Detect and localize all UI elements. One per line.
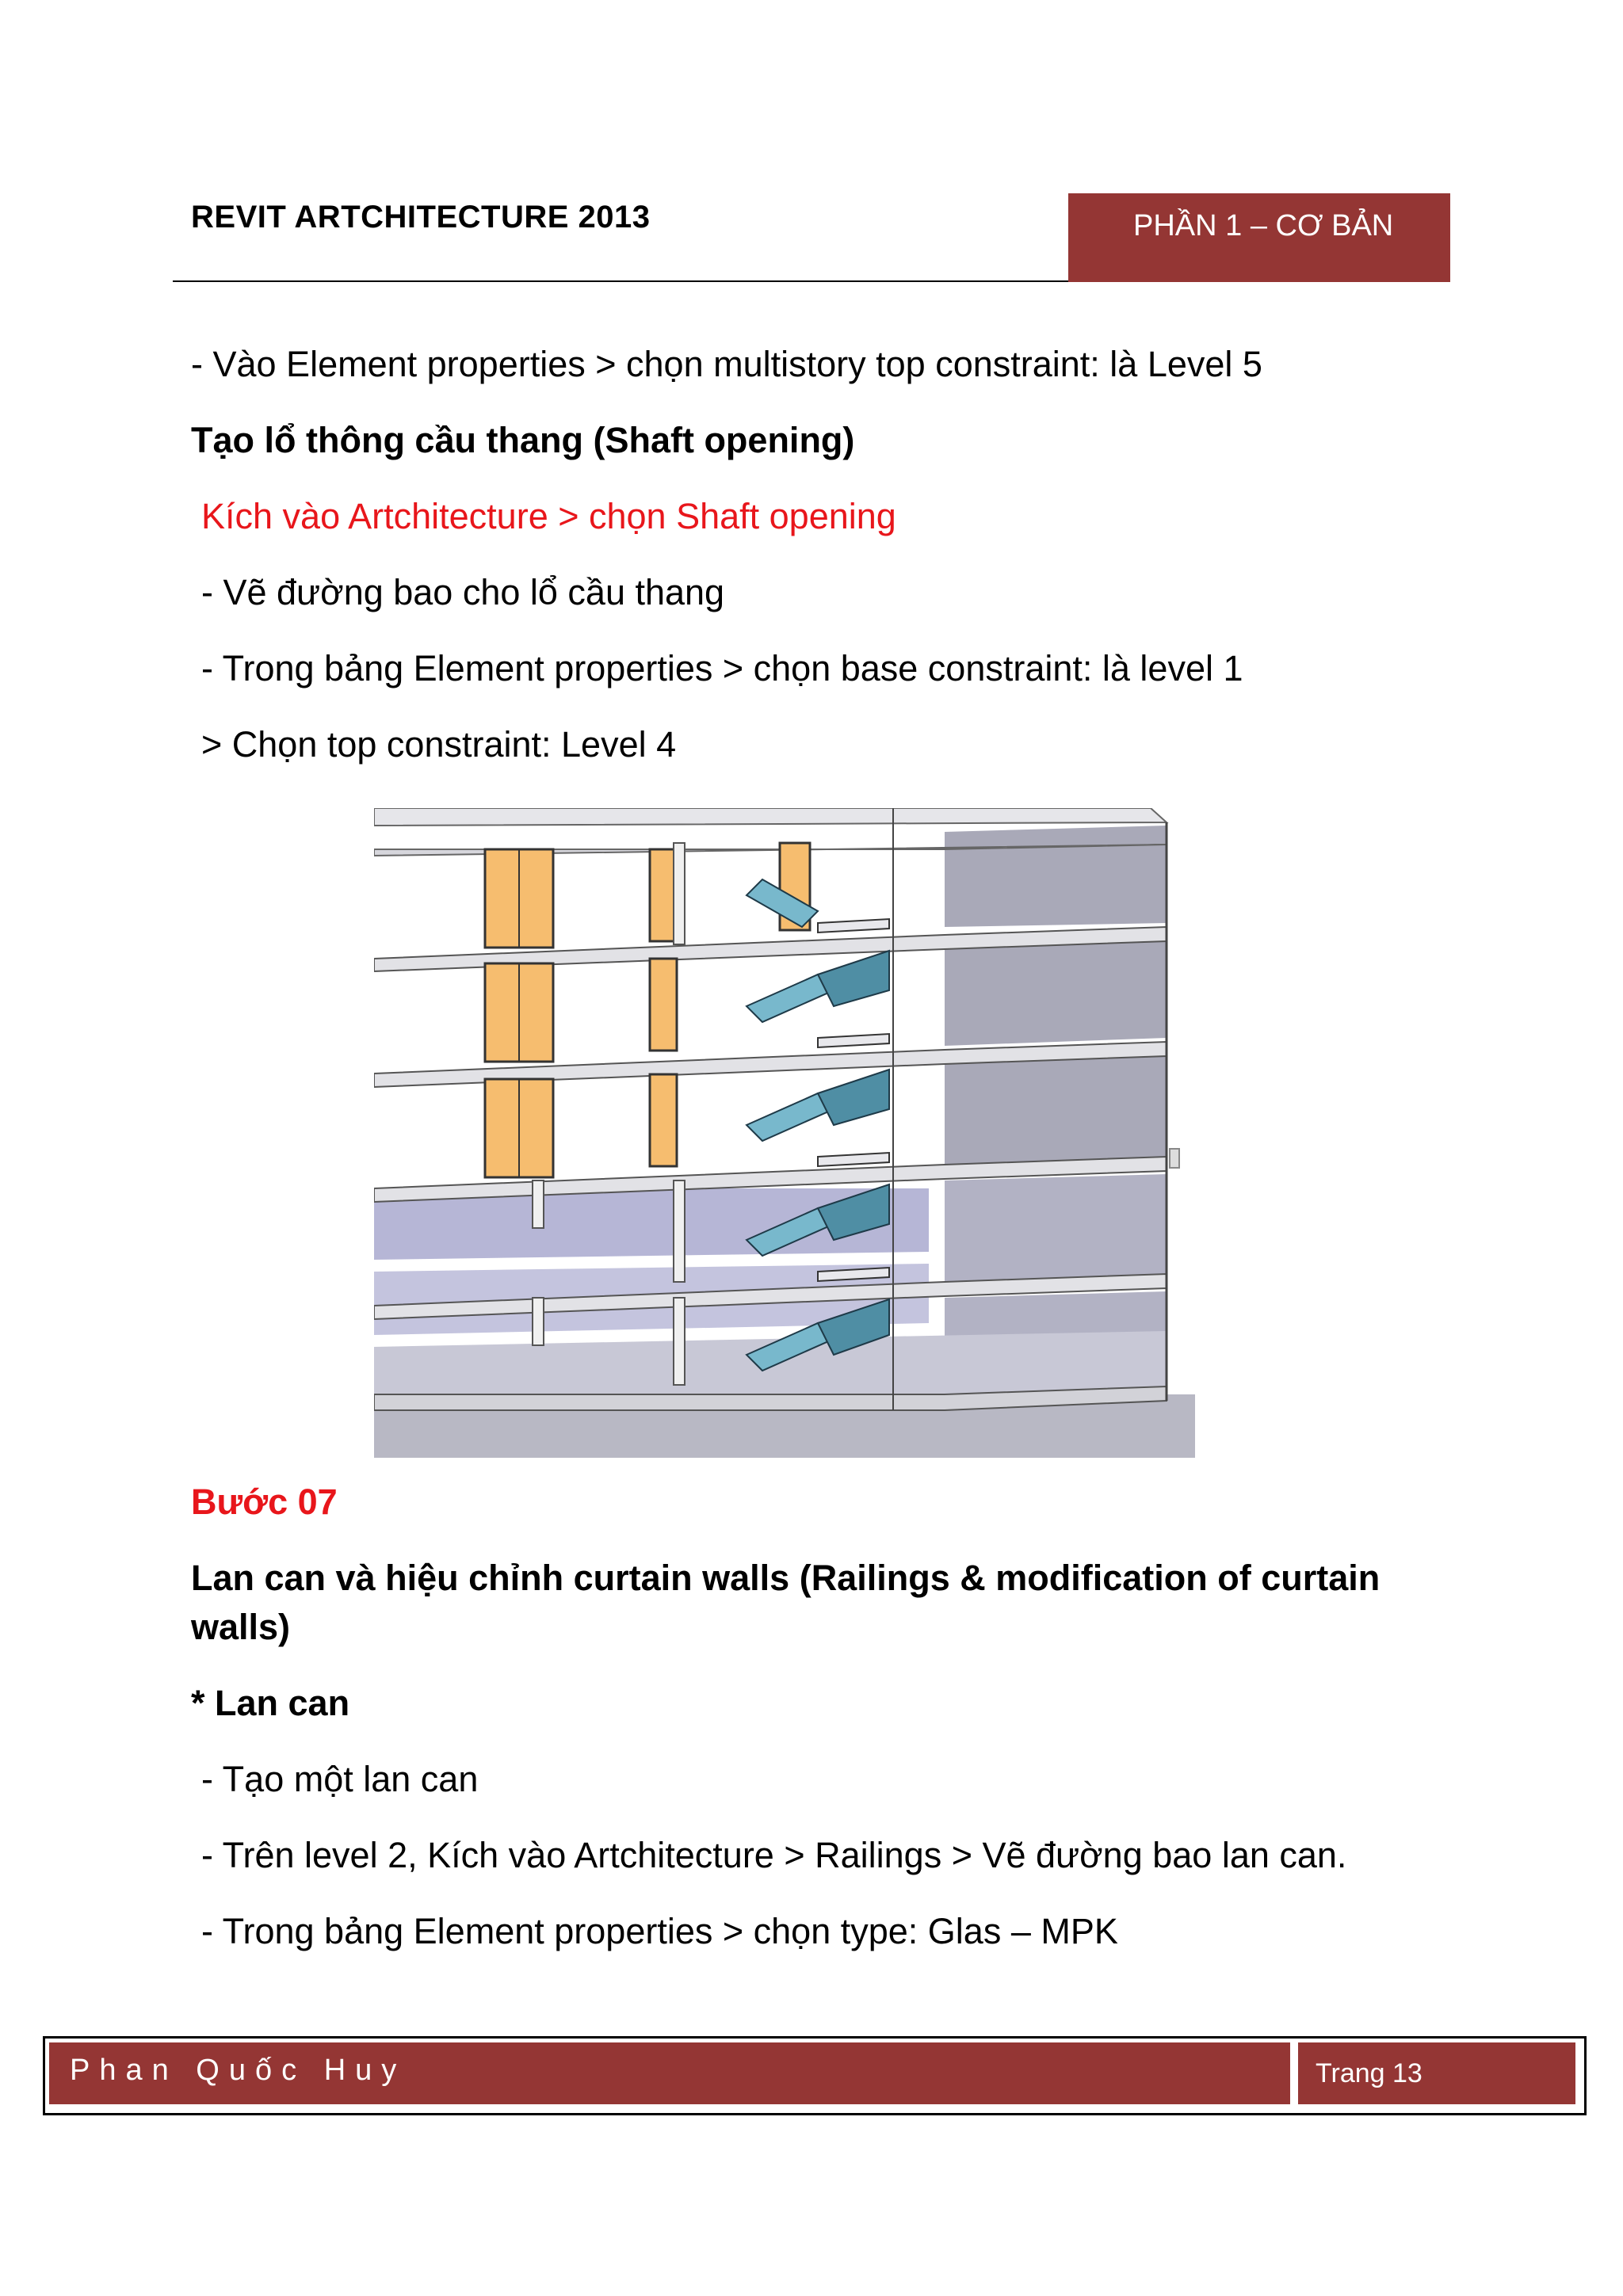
heading-shaft-opening: Tạo lổ thông cầu thang (Shaft opening) [191,420,855,460]
section-badge [1068,193,1450,282]
step-label: Bước 07 [191,1482,338,1522]
text-line-10: - Tạo một lan can [201,1759,479,1799]
building-section-figure [374,808,1195,1458]
heading-railings-2: walls) [191,1607,291,1647]
footer-author: Phan Quốc Huy [70,2054,407,2087]
footer-page-number: Trang 13 [1316,2058,1423,2088]
header-title: REVIT ARTCHITECTURE 2013 [191,200,651,235]
building-3d-view [374,808,1195,1458]
text-line-6: > Chọn top constraint: Level 4 [201,724,677,765]
text-line-12: - Trong bảng Element properties > chọn type: Glas – MPK [201,1911,1118,1951]
text-line-11: - Trên level 2, Kích vào Artchitecture > Railings > Vẽ đường bao lan can. [201,1835,1347,1875]
text-line-4: - Vẽ đường bao cho lổ cầu thang [201,572,725,612]
header-rule [173,280,1068,282]
heading-railings-1: Lan can và hiệu chỉnh curtain walls (Railings & modification of curtain [191,1558,1381,1598]
instruction-shaft-opening: Kích vào Artchitecture > chọn Shaft opening [201,496,896,536]
subheading-lan-can: * Lan can [191,1683,350,1723]
text-line-1: - Vào Element properties > chọn multistory top constraint: là Level 5 [191,344,1262,384]
footer-author-bar [49,2042,1290,2104]
text-line-5: - Trong bảng Element properties > chọn base constraint: là level 1 [201,648,1243,688]
section-label: PHẦN 1 – CƠ BẢN [1133,209,1394,242]
footer-page-bar [1298,2042,1575,2104]
